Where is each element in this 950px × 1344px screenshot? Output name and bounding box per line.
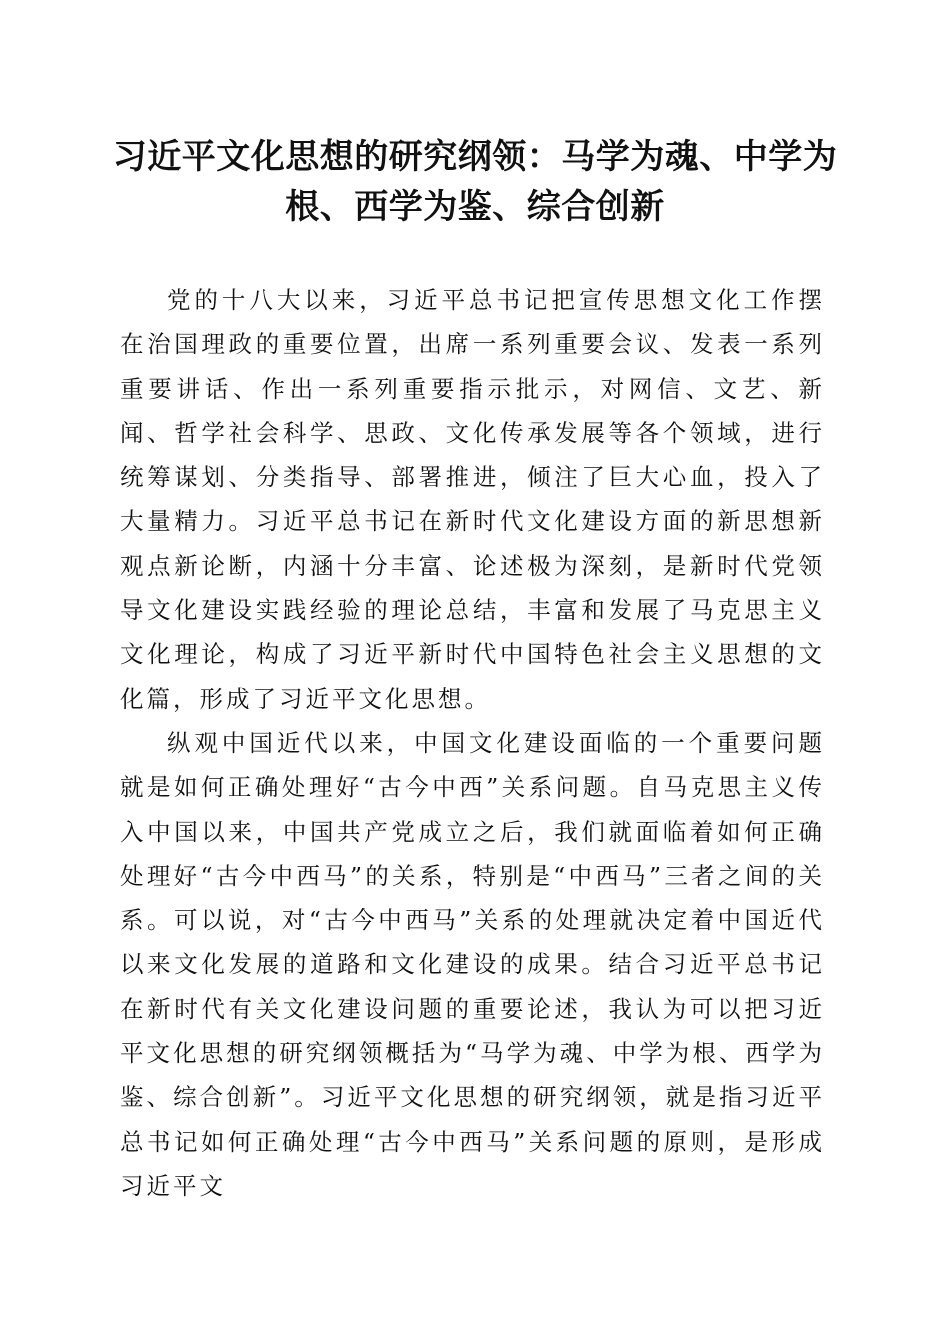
paragraph-2: 纵观中国近代以来，中国文化建设面临的一个重要问题就是如何正确处理好“古今中西”关系问题。自马克思主义传入中国以来，中国共产党成立之后，我们就面临着如何正确处理好“古今中西马”的关系，特别是“中西马”三者之间的关系。可以说，对“古今中西马”关系的处理就决定着中国近代以来文化发展的道路和文化建设的成果。结合习近平总书记在新时代有关文化建设问题的重要论述，我认为可以把习近平文化思想的研究纲领概括为“马学为魂、中学为根、西学为鉴、综合创新”。习近平文化思想的研究纲领，就是指习近平总书记如何正确处理“古今中西马”关系问题的原则，是形成习近平文 [120,728,825,1200]
document-title: 习近平文化思想的研究纲领：马学为魂、中学为根、西学为鉴、综合创新 [112,137,838,227]
document-body [120,278,825,1208]
paragraph-1: 党的十八大以来，习近平总书记把宣传思想文化工作摆在治国理政的重要位置，出席一系列重要会议、发表一系列重要讲话、作出一系列重要指示批示，对网信、文艺、新闻、哲学社会科学、思政、文化传承发展等各个领域，进行统筹谋划、分类指导、部署推进，倾注了巨大心血，投入了大量精力。习近平总书记在新时代文化建设方面的新思想新观点新论断，内涵十分丰富、论述极为深刻，是新时代党领导文化建设实践经验的理论总结，丰富和发展了马克思主义文化理论，构成了习近平新时代中国特色社会主义思想的文化篇，形成了习近平文化思想。 [120,286,825,713]
